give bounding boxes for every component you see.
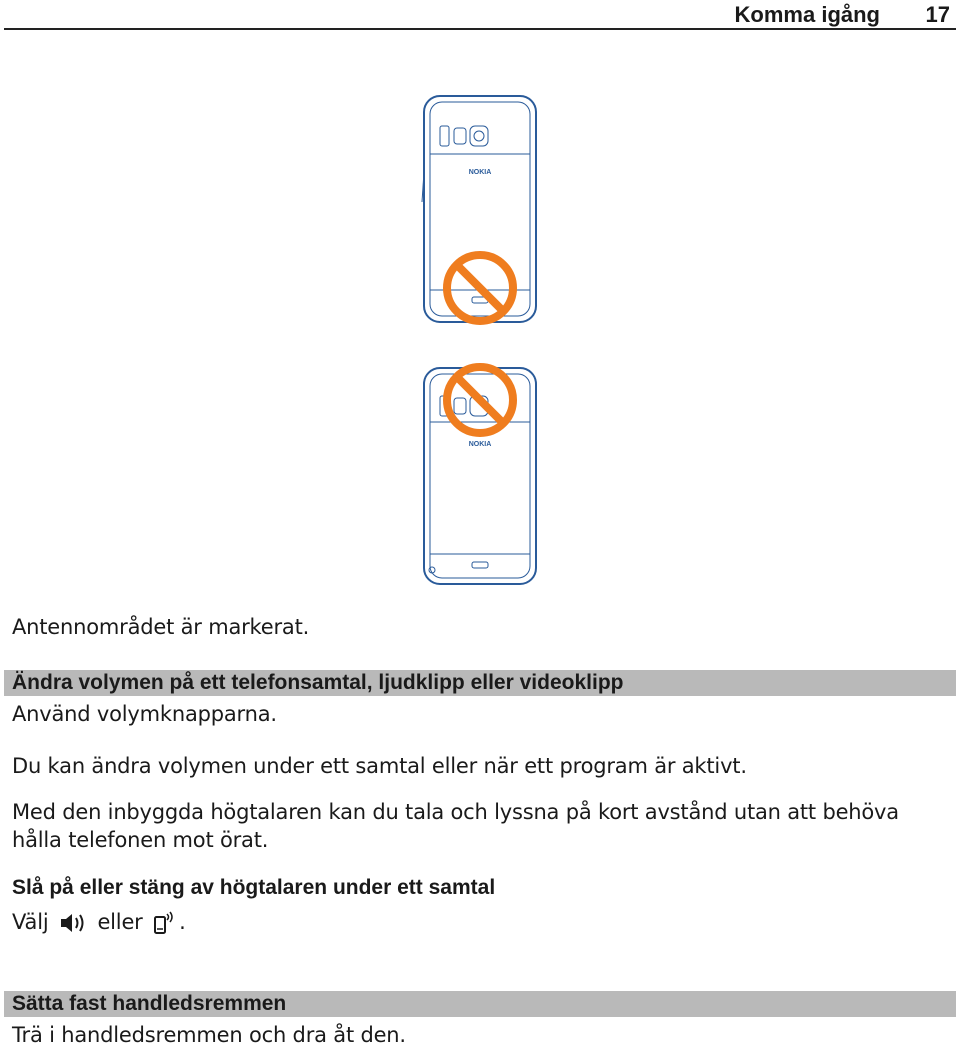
- paragraph-loudspeaker-line2: hålla telefonen mot örat.: [12, 828, 269, 852]
- section-heading-strap: Sätta fast handledsremmen: [12, 992, 287, 1015]
- phone-top: [422, 96, 536, 322]
- chapter-title: Komma igång: [734, 2, 880, 27]
- paragraph-strap: Trä i handledsremmen och dra åt den.: [12, 1023, 406, 1047]
- phone-antenna-illustration: [410, 92, 550, 592]
- select-suffix: .: [179, 910, 186, 934]
- handset-icon: [153, 911, 175, 935]
- figure-caption: Antennområdet är markerat.: [12, 615, 310, 639]
- paragraph-volume-during-call: Du kan ändra volymen under ett samtal eller när ett program är aktivt.: [12, 754, 747, 778]
- phone-bottom: [424, 367, 536, 584]
- select-prefix: Välj: [12, 910, 49, 934]
- section-heading-band-strap: [4, 991, 956, 1017]
- paragraph-select-speaker: [12, 910, 186, 935]
- page-header: [4, 0, 956, 30]
- paragraph-volume-keys: Använd volymknapparna.: [12, 702, 277, 726]
- loudspeaker-icon: [59, 912, 87, 934]
- nokia-logo-top: NOKIA: [468, 169, 492, 176]
- section-heading-speaker: Slå på eller stäng av högtalaren under ett samtal: [12, 876, 496, 899]
- paragraph-loudspeaker-line1: Med den inbyggda högtalaren kan du tala och lyssna på kort avstånd utan att behöva: [12, 800, 899, 824]
- section-heading-volume: Ändra volymen på ett telefonsamtal, ljudklipp eller videoklipp: [12, 671, 624, 694]
- page-number: 17: [925, 2, 950, 27]
- section-heading-band-volume: [4, 670, 956, 696]
- nokia-logo-bottom: NOKIA: [468, 441, 492, 448]
- select-or: eller: [97, 910, 143, 934]
